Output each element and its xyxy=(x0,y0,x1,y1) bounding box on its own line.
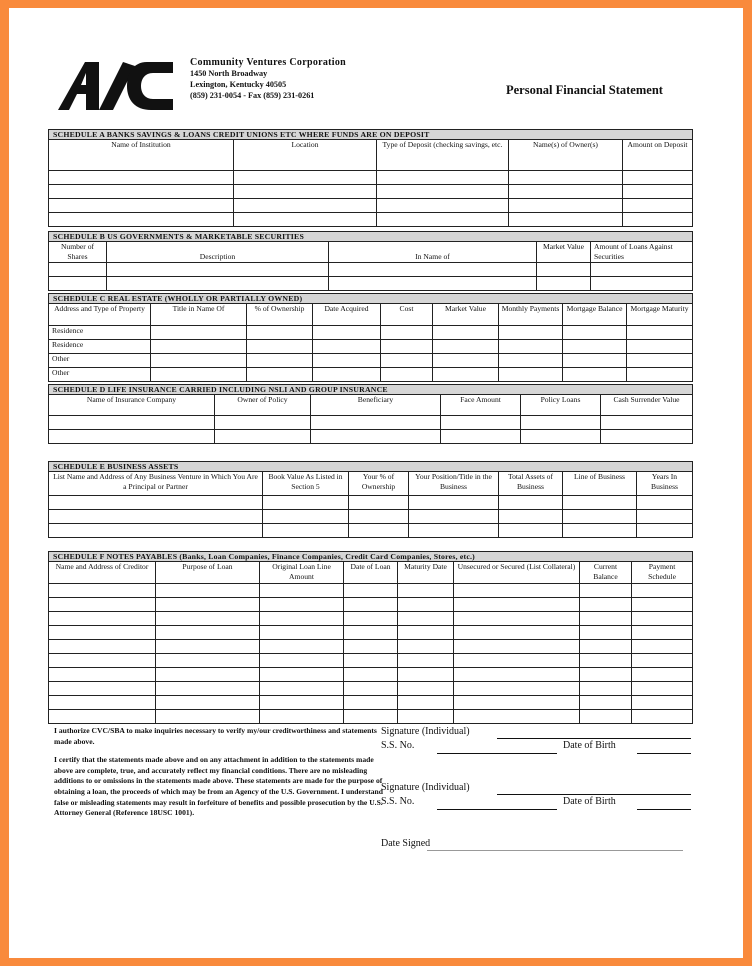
company-name: Community Ventures Corporation xyxy=(190,57,347,68)
dob-line-1[interactable] xyxy=(637,753,691,754)
table-row[interactable] xyxy=(49,199,693,213)
schedule-d-title: SCHEDULE D LIFE INSURANCE CARRIED INCLUDING NSLI AND GROUP INSURANCE xyxy=(49,385,693,395)
table-row[interactable] xyxy=(49,668,693,682)
table-row[interactable] xyxy=(49,368,693,382)
signature-label-1: Signature (Individual) xyxy=(381,726,470,737)
signature-label-2: Signature (Individual) xyxy=(381,782,470,793)
company-block xyxy=(190,57,346,101)
authorization-text xyxy=(54,726,384,827)
table-row[interactable] xyxy=(49,598,693,612)
col-amount-of-loans: Amount of Loans Against Securities xyxy=(591,242,693,263)
table-row[interactable] xyxy=(49,213,693,227)
table-row[interactable] xyxy=(49,185,693,199)
col-market-value: Market Value xyxy=(537,242,591,263)
cvc-logo xyxy=(55,54,175,112)
date-signed-line[interactable] xyxy=(427,850,683,851)
schedule-e xyxy=(48,461,692,538)
col-payment-schedule: Payment Schedule xyxy=(632,562,693,584)
col-original-loan-amount: Original Loan Line Amount xyxy=(260,562,344,584)
col-number-of-shares: Number of Shares xyxy=(49,242,107,263)
row-label: Other xyxy=(49,368,151,382)
row-label: Other xyxy=(49,354,151,368)
table-row[interactable] xyxy=(49,640,693,654)
col-in-name-of: In Name of xyxy=(329,242,537,263)
ssn-line-2[interactable] xyxy=(437,809,557,810)
col-collateral: Unsecured or Secured (List Collateral) xyxy=(454,562,580,584)
col-current-balance: Current Balance xyxy=(580,562,632,584)
col-amount-on-deposit: Amount on Deposit xyxy=(623,140,693,171)
col-type-of-deposit: Type of Deposit (checking savings, etc. xyxy=(377,140,509,171)
schedule-c-title: SCHEDULE C REAL ESTATE (WHOLLY OR PARTIALLY OWNED) xyxy=(49,294,693,304)
col-monthly-payments: Monthly Payments xyxy=(499,304,563,326)
schedule-b xyxy=(48,231,692,291)
company-address-line1: 1450 North Broadway xyxy=(190,69,268,78)
col-cost: Cost xyxy=(381,304,433,326)
company-phone: (859) 231-0054 - Fax (859) 231-0261 xyxy=(190,91,315,100)
table-row[interactable] xyxy=(49,710,693,724)
schedule-b-title: SCHEDULE B US GOVERNMENTS & MARKETABLE SECURITIES xyxy=(49,232,693,242)
col-owner-of-policy: Owner of Policy xyxy=(215,395,311,416)
col-owners: Name(s) of Owner(s) xyxy=(509,140,623,171)
table-row[interactable] xyxy=(49,277,693,291)
statement-page xyxy=(9,8,743,958)
col-mortgage-balance: Mortgage Balance xyxy=(563,304,627,326)
table-row[interactable] xyxy=(49,354,693,368)
col-policy-loans: Policy Loans xyxy=(521,395,601,416)
col-location: Location xyxy=(234,140,377,171)
col-line-of-business: Line of Business xyxy=(563,472,637,496)
col-date-of-loan: Date of Loan xyxy=(344,562,398,584)
page-title: Personal Financial Statement xyxy=(506,83,663,97)
table-row[interactable] xyxy=(49,696,693,710)
col-book-value: Book Value As Listed in Section 5 xyxy=(263,472,349,496)
schedule-a-title: SCHEDULE A BANKS SAVINGS & LOANS CREDIT UNIONS ETC WHERE FUNDS ARE ON DEPOSIT xyxy=(49,130,693,140)
row-label: Residence xyxy=(49,326,151,340)
table-row[interactable] xyxy=(49,626,693,640)
table-row[interactable] xyxy=(49,340,693,354)
col-beneficiary: Beneficiary xyxy=(311,395,441,416)
certification-paragraph: I certify that the statements made above and on any attachment in addition to the statements made above are complete, true, and accurately reflect my financial conditions. There are no misleading additions to or omissions in the statements made above. These statements are made for the purpose of obtaining a loan, the proceeds of which may be from an Agency of the U.S. Government. I understand false or misleading statements may result in forfeiture of benefits and possible prosecution by the U.S. Attorney General (Reference 18USC 1001). xyxy=(54,755,384,818)
row-label: Residence xyxy=(49,340,151,354)
col-creditor: Name and Address of Creditor xyxy=(49,562,156,584)
dob-label-2: Date of Birth xyxy=(563,796,616,807)
schedule-f xyxy=(48,551,692,724)
col-description: Description xyxy=(107,242,329,263)
table-row[interactable] xyxy=(49,510,693,524)
col-your-ownership: Your % of Ownership xyxy=(349,472,409,496)
schedule-e-title: SCHEDULE E BUSINESS ASSETS xyxy=(49,462,693,472)
schedule-a xyxy=(48,129,692,227)
table-row[interactable] xyxy=(49,584,693,598)
dob-label-1: Date of Birth xyxy=(563,740,616,751)
authorization-paragraph: I authorize CVC/SBA to make inquiries necessary to verify my/our creditworthiness and statements made above. xyxy=(54,726,377,746)
dob-line-2[interactable] xyxy=(637,809,691,810)
table-row[interactable] xyxy=(49,326,693,340)
signature-line-2[interactable] xyxy=(497,794,691,795)
col-name-of-institution: Name of Institution xyxy=(49,140,234,171)
schedule-d xyxy=(48,384,692,444)
col-cash-surrender-value: Cash Surrender Value xyxy=(601,395,693,416)
ssn-line-1[interactable] xyxy=(437,753,557,754)
ssn-label-1: S.S. No. xyxy=(381,740,415,751)
col-market-value: Market Value xyxy=(433,304,499,326)
ssn-label-2: S.S. No. xyxy=(381,796,415,807)
col-date-acquired: Date Acquired xyxy=(313,304,381,326)
table-row[interactable] xyxy=(49,430,693,444)
company-address-line2: Lexington, Kentucky 40505 xyxy=(190,80,287,89)
table-row[interactable] xyxy=(49,682,693,696)
col-face-amount: Face Amount xyxy=(441,395,521,416)
col-position-title: Your Position/Title in the Business xyxy=(409,472,499,496)
date-signed-label: Date Signed xyxy=(381,838,431,849)
table-row[interactable] xyxy=(49,171,693,185)
col-years-in-business: Years In Business xyxy=(637,472,693,496)
col-total-assets: Total Assets of Business xyxy=(499,472,563,496)
table-row[interactable] xyxy=(49,263,693,277)
col-maturity-date: Maturity Date xyxy=(398,562,454,584)
col-insurance-company: Name of Insurance Company xyxy=(49,395,215,416)
col-purpose-of-loan: Purpose of Loan xyxy=(156,562,260,584)
col-address-and-type: Address and Type of Property xyxy=(49,304,151,326)
col-business-venture: List Name and Address of Any Business Venture in Which You Are a Principal or Partner xyxy=(49,472,263,496)
table-row[interactable] xyxy=(49,416,693,430)
col-mortgage-maturity: Mortgage Maturity xyxy=(627,304,693,326)
schedule-c xyxy=(48,293,692,382)
signature-line-1[interactable] xyxy=(497,738,691,739)
col-percent-ownership: % of Ownership xyxy=(247,304,313,326)
table-row[interactable] xyxy=(49,654,693,668)
col-title-in-name-of: Title in Name Of xyxy=(151,304,247,326)
table-row[interactable] xyxy=(49,612,693,626)
schedule-f-title: SCHEDULE F NOTES PAYABLES (Banks, Loan Companies, Finance Companies, Credit Card Companies, Stores, etc.) xyxy=(49,552,693,562)
table-row[interactable] xyxy=(49,524,693,538)
table-row[interactable] xyxy=(49,496,693,510)
